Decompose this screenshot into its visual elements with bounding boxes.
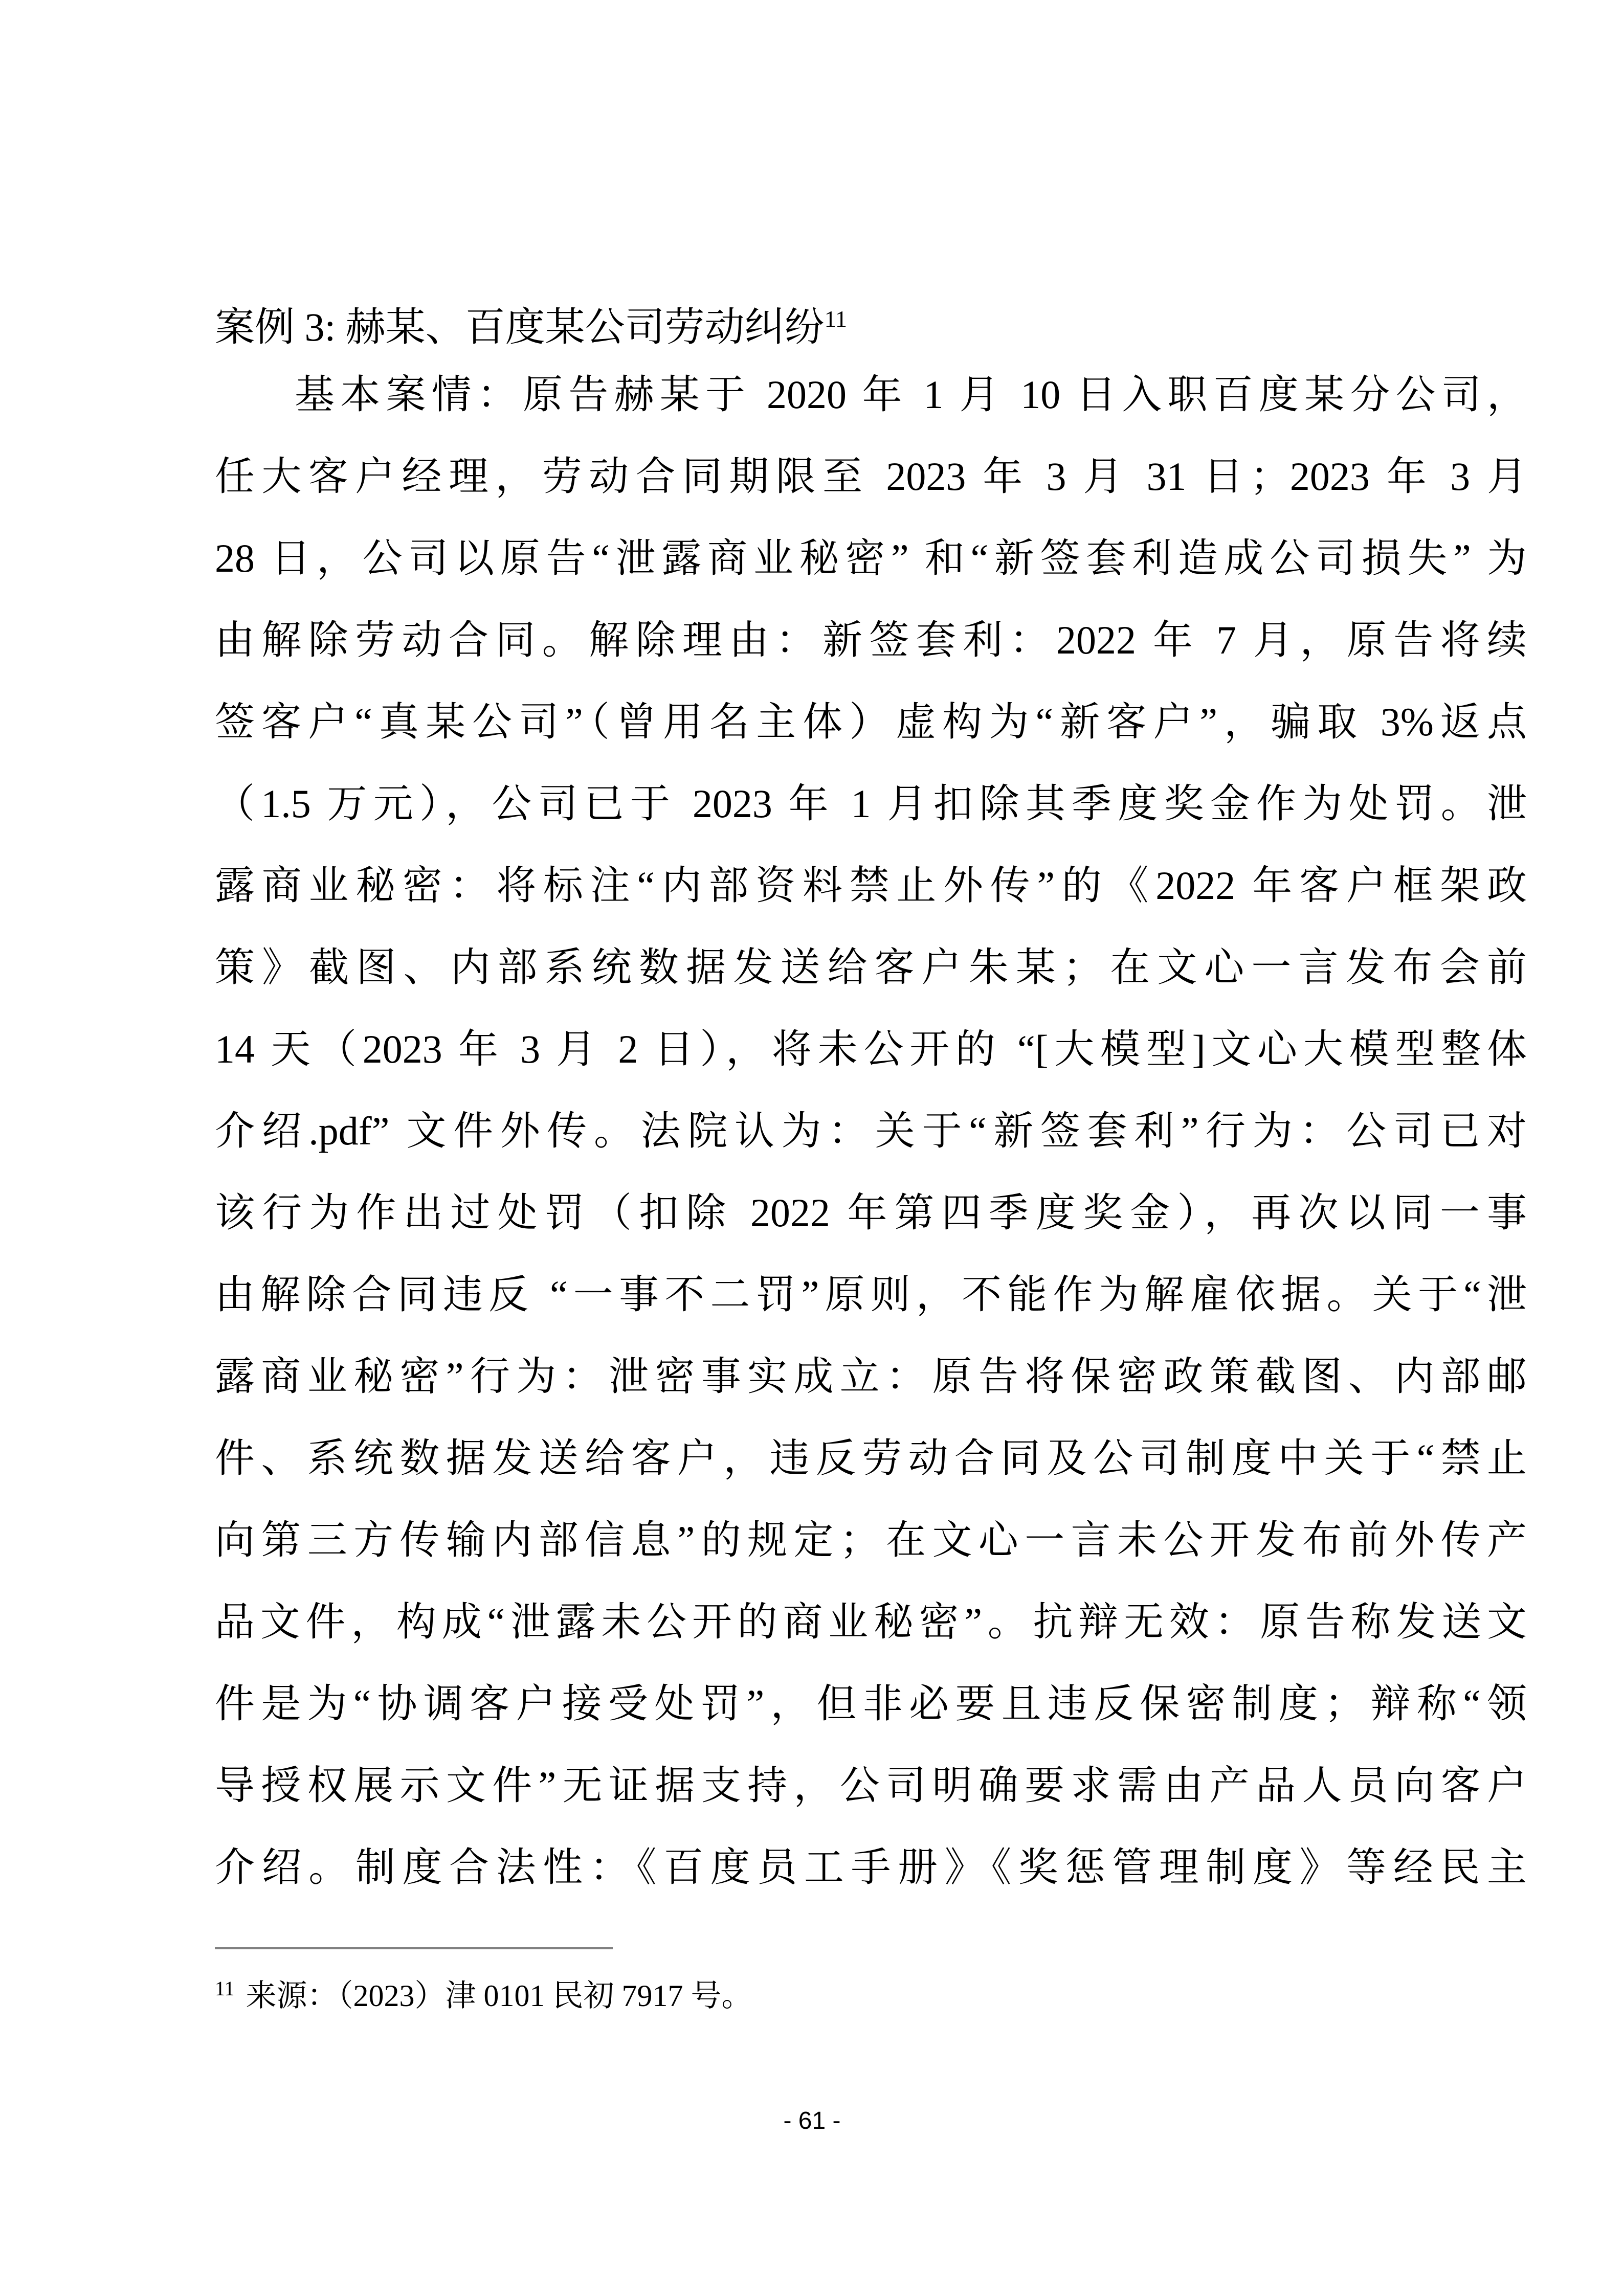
case-body xyxy=(215,354,1527,1908)
body-line: 28 日，公司以原告“泄露商业秘密” 和“新签套利造成公司损失” 为 xyxy=(215,536,1527,580)
body-line: 露商业秘密”行为：泄密事实成立：原告将保密政策截图、内部邮 xyxy=(215,1354,1527,1399)
body-line: 基本案情：原告赫某于 2020 年 1 月 10 日入职百度某分公司， xyxy=(295,372,1527,417)
body-line: 任大客户经理，劳动合同期限至 2023 年 3 月 31 日；2023 年 3 月 xyxy=(215,454,1527,499)
footnote xyxy=(215,1968,1527,2024)
body-line: 由解除劳动合同。解除理由：新签套利：2022 年 7 月，原告将续 xyxy=(215,618,1527,662)
body-line: （1.5 万元），公司已于 2023 年 1 月扣除其季度奖金作为处罚。泄 xyxy=(215,781,1527,826)
case-title-text: 案例 3: 赫某、百度某公司劳动纠纷 xyxy=(215,305,825,349)
body-line: 介绍.pdf” 文件外传。法院认为：关于“新签套利”行为：公司已对 xyxy=(215,1109,1527,1153)
footnote-marker: 11 xyxy=(215,1977,235,2000)
body-line: 签客户“真某公司”（曾用名主体）虚构为“新客户”，骗取 3%返点 xyxy=(215,700,1527,744)
body-line: 策》截图、内部系统数据发送给客户朱某；在文心一言发布会前 xyxy=(215,945,1527,989)
body-line: 露商业秘密：将标注“内部资料禁止外传”的《2022 年客户框架政 xyxy=(215,863,1527,908)
body-line: 导授权展示文件”无证据支持，公司明确要求需由产品人员向客户 xyxy=(215,1763,1527,1808)
footnote-separator xyxy=(215,1947,613,1949)
title-footnote-ref: 11 xyxy=(824,306,847,332)
body-line: 介绍。制度合法性：《百度员工手册》《奖惩管理制度》等经民主 xyxy=(215,1845,1527,1889)
body-line: 14 天（2023 年 3 月 2 日），将未公开的 “[大模型]文心大模型整体 xyxy=(215,1027,1527,1071)
body-line: 品文件，构成“泄露未公开的商业秘密”。抗辩无效：原告称发送文 xyxy=(215,1600,1527,1644)
body-line: 件、系统数据发送给客户，违反劳动合同及公司制度中关于“禁止 xyxy=(215,1436,1527,1480)
body-line: 由解除合同违反 “一事不二罚”原则，不能作为解雇依据。关于“泄 xyxy=(215,1272,1527,1317)
body-line: 该行为作出过处罚（扣除 2022 年第四季度奖金），再次以同一事 xyxy=(215,1190,1527,1235)
body-line: 向第三方传输内部信息”的规定；在文心一言未公开发布前外传产 xyxy=(215,1518,1527,1562)
footnote-text: 来源：（2023）津 0101 民初 7917 号。 xyxy=(246,1979,752,2013)
page-number: - 61 - xyxy=(783,2107,841,2134)
body-line: 件是为“协调客户接受处罚”，但非必要且违反保密制度；辩称“领 xyxy=(215,1681,1527,1726)
